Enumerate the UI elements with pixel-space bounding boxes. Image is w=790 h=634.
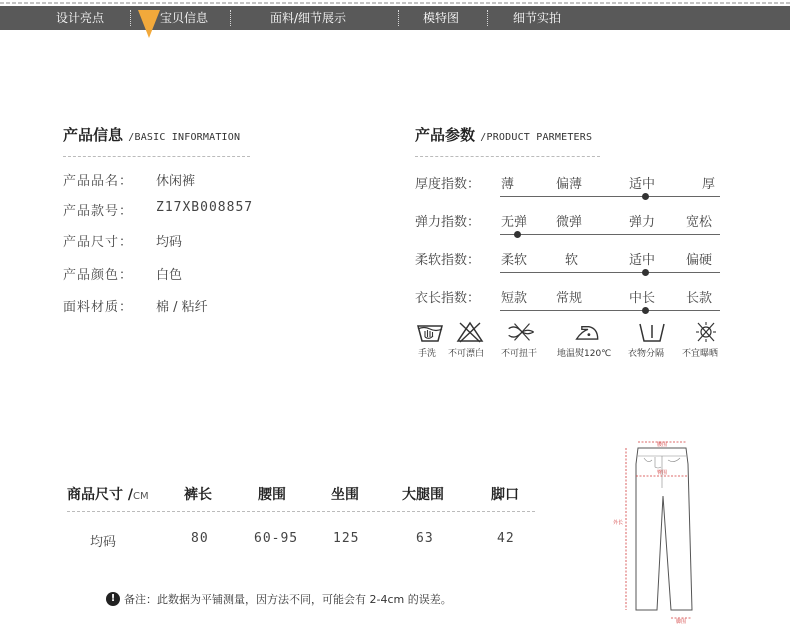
param-option: 柔软: [501, 253, 528, 268]
product-info-subtitle: /BASIC INFORMATION: [128, 132, 241, 143]
no-sun-dry-icon: [691, 320, 721, 344]
size-cell: 80: [191, 531, 209, 546]
size-table-header: [67, 484, 149, 504]
size-header-waist: 腰围: [258, 487, 286, 503]
info-value-size: 均码: [156, 235, 183, 250]
iron-low-icon: [573, 320, 603, 344]
care-label: 不宜曝晒: [682, 349, 719, 359]
info-value-material: 棉 / 粘纤: [156, 300, 208, 315]
no-wring-icon: [507, 320, 537, 344]
param-option: 适中: [629, 177, 656, 192]
divider: [415, 156, 600, 157]
diagram-label-length: 外长: [612, 520, 624, 526]
param-scale-line: [500, 234, 720, 235]
param-option: 偏硬: [686, 253, 713, 268]
size-header-hip: 坐围: [331, 487, 359, 503]
param-scale-marker: [642, 269, 649, 276]
nav-separator: [230, 10, 231, 26]
care-label: 不可漂白: [448, 349, 485, 359]
diagram-label-waist: 腰围: [656, 442, 668, 448]
param-option: 长款: [686, 291, 713, 306]
param-scale-marker: [642, 307, 649, 314]
product-info-title: 产品信息: [63, 126, 124, 144]
no-bleach-icon: [455, 320, 485, 344]
param-label-length: 衣长指数：: [415, 291, 481, 306]
size-cell: 125: [333, 531, 360, 546]
param-scale-line: [500, 310, 720, 311]
hand-wash-icon: [415, 320, 445, 344]
size-cell: 63: [416, 531, 434, 546]
size-header-pants-length: 裤长: [184, 487, 212, 503]
param-option: 弹力: [629, 215, 656, 230]
size-cell: 60-95: [254, 531, 299, 546]
product-info-heading: [63, 124, 240, 145]
info-value-color: 白色: [156, 268, 183, 283]
size-header-label: 商品尺寸 /: [67, 487, 133, 503]
param-label-softness: 柔软指数：: [415, 253, 481, 268]
nav-item-product-info[interactable]: 宝贝信息: [160, 11, 209, 25]
diagram-label-hem: 脚围: [675, 619, 687, 624]
info-label-name: 产品品名：: [63, 174, 134, 189]
info-label-size: 产品尺寸：: [63, 235, 134, 250]
care-label: 不可扭干: [501, 349, 538, 359]
param-option: 微弹: [556, 215, 583, 230]
param-scale-marker: [642, 193, 649, 200]
param-scale-line: [500, 196, 720, 197]
info-value-name: 休闲裤: [156, 174, 196, 189]
param-option: 厚: [702, 177, 716, 192]
param-option: 短款: [501, 291, 528, 306]
size-header-hem: 脚口: [491, 487, 519, 503]
measurement-note: 备注：此数据为平铺测量，因方法不同，可能会有 2-4cm 的误差。: [124, 593, 452, 606]
param-option: 偏薄: [556, 177, 583, 192]
info-value-style-no: Z17XB008857: [156, 200, 254, 215]
size-cell: 均码: [90, 535, 117, 550]
info-label-style-no: 产品款号：: [63, 204, 134, 219]
care-label: 地温熨120℃: [557, 349, 612, 359]
nav-item-design-highlights[interactable]: 设计亮点: [56, 11, 105, 25]
size-header-thigh: 大腿围: [402, 487, 444, 503]
size-cell: 42: [497, 531, 515, 546]
care-label: 手洗: [418, 349, 437, 359]
param-scale-line: [500, 272, 720, 273]
param-option: 无弹: [501, 215, 528, 230]
param-label-thickness: 厚度指数：: [415, 177, 481, 192]
param-option: 中长: [629, 291, 656, 306]
top-nav: [0, 6, 790, 30]
product-params-heading: [415, 124, 592, 145]
param-option: 常规: [556, 291, 583, 306]
product-params-title: 产品参数: [415, 126, 476, 144]
product-params-subtitle: /PRODUCT PARMETERS: [480, 132, 593, 143]
nav-item-model-photos[interactable]: 模特图: [423, 11, 460, 25]
nav-separator: [130, 10, 131, 26]
nav-separator: [487, 10, 488, 26]
nav-separator: [398, 10, 399, 26]
param-option: 软: [565, 253, 579, 268]
care-label: 衣物分隔: [628, 349, 665, 359]
param-option: 宽松: [686, 215, 713, 230]
divider: [63, 156, 250, 157]
pants-measurement-diagram: [600, 438, 722, 624]
nav-item-fabric-details[interactable]: 面料/细节展示: [270, 11, 347, 25]
param-option: 适中: [629, 253, 656, 268]
info-label-color: 产品颜色：: [63, 268, 134, 283]
active-tab-indicator: [138, 10, 160, 38]
param-scale-marker: [514, 231, 521, 238]
size-table-divider: [67, 511, 535, 512]
wash-separately-icon: [637, 320, 667, 344]
param-label-elasticity: 弹力指数：: [415, 215, 481, 230]
nav-item-detail-photos[interactable]: 细节实拍: [513, 11, 562, 25]
info-label-material: 面料材质：: [63, 300, 134, 315]
diagram-label-seat: 臀围: [656, 470, 668, 476]
param-option: 薄: [501, 177, 515, 192]
size-header-unit: CM: [133, 491, 149, 502]
warning-icon: !: [106, 592, 120, 606]
